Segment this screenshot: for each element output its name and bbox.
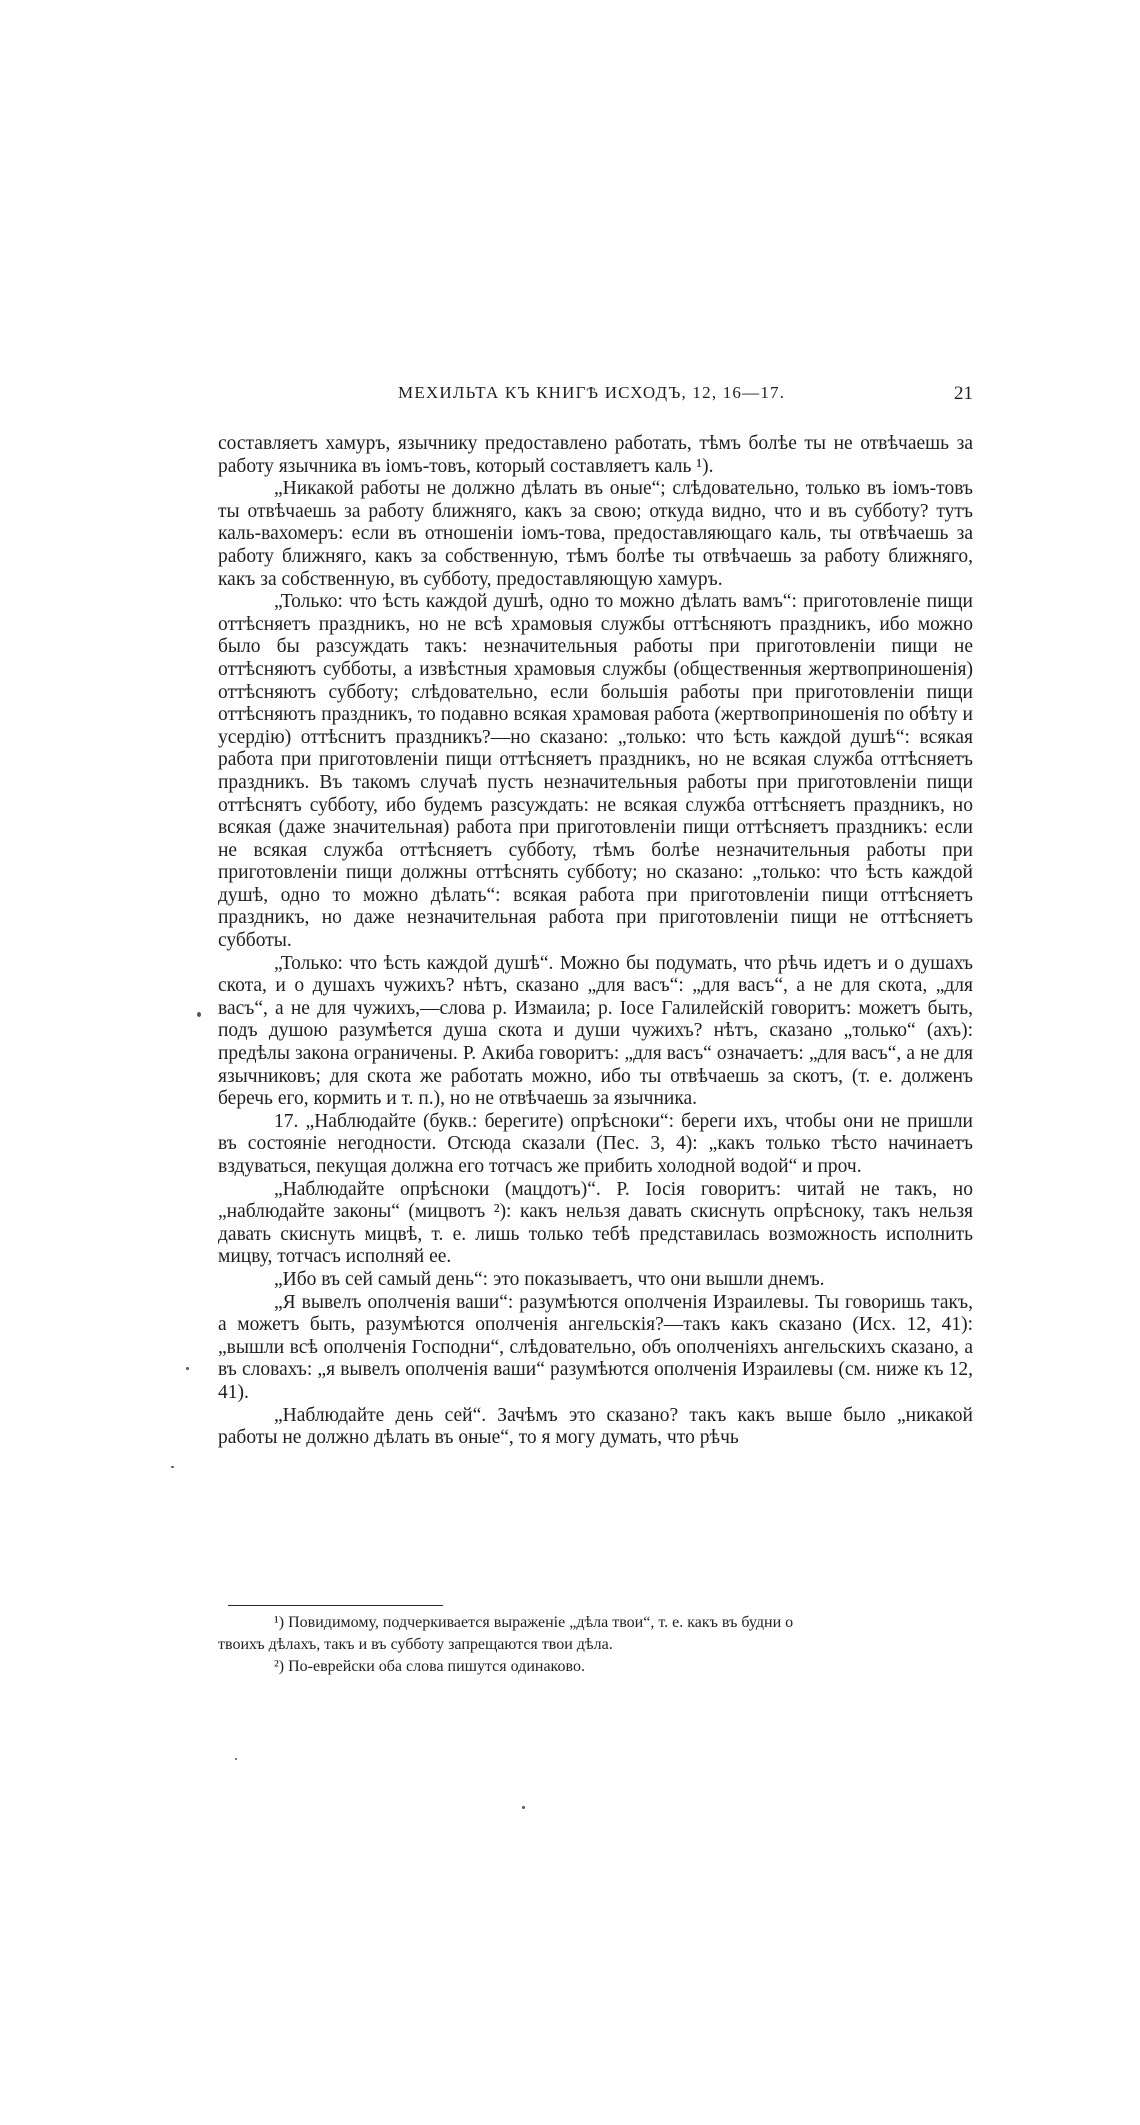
scan-speck <box>186 1367 189 1370</box>
scan-speck <box>235 1758 237 1760</box>
running-title: МЕХИЛЬТА КЪ КНИГѢ ИСХОДЪ, 12, 16—17. <box>398 383 786 402</box>
paragraph: „Только: что ѣсть каждой душѣ“. Можно бы подумать, что рѣчь идетъ и о душахъ скота, и о душахъ чужихъ? нѣтъ, сказано „для васъ“: „для васъ“, а не для скота, „для васъ“, а не для чужихъ,—слова р. Измаила; р. Іосе Галилейскій говоритъ: можетъ быть, подъ душою разумѣется душа скота и души чужихъ? нѣтъ, сказано „только“ (ахъ): предѣлы закона ограничены. Р. Акиба говоритъ: „для васъ“ означаетъ: „для васъ“, а не для язычниковъ; для скота же работать можно, ибо ты отвѣчаешь за скотъ, (т. е. долженъ беречь его, кормить и т. п.), но не отвѣчаешь за язычника. <box>218 952 973 1110</box>
paragraph: „Наблюдайте опрѣсноки (мацдотъ)“. Р. Іосія говоритъ: читай не такъ, но „наблюдайте законы“ (мицвотъ ²): какъ нельзя давать скиснуть опрѣсноку, такъ нельзя давать скиснуть мицвѣ, т. е. лишь только тебѣ представилась возможность исполнить мицву, тотчасъ исполняй ее. <box>218 1178 973 1268</box>
paragraph: „Только: что ѣсть каждой душѣ, одно то можно дѣлать вамъ“: приготовленіе пищи оттѣсняетъ праздникъ, но не всѣ храмовыя службы оттѣсняютъ праздникъ, ибо можно было бы разсуждать такъ: незначительныя работы при приготовленіи пищи не оттѣсняютъ субботы, а извѣстныя храмовыя службы (общественныя жертвоприношенія) оттѣсняютъ субботу; слѣдовательно, если большія работы при приготовленіи пищи оттѣсняютъ праздникъ, то подавно всякая храмовая работа (жертвоприношенія по обѣту и усердію) оттѣснитъ праздникъ?—но сказано: „только: что ѣсть каждой душѣ“: всякая работа при приготовленіи пищи оттѣсняетъ праздникъ, но не всякая служба оттѣсняетъ праздникъ. Въ такомъ случаѣ пусть незначительныя работы при приготовленіи пищи оттѣснятъ субботу, ибо будемъ разсуждать: не всякая служба оттѣсняетъ праздникъ, но всякая (даже значительная) работа при приготовленіи пищи оттѣсняетъ праздникъ: если не всякая служба оттѣсняетъ субботу, тѣмъ болѣе незначительныя работы при приготовленіи пищи должны оттѣснять субботу; но сказано: „только: что ѣсть каждой душѣ, одно то можно дѣлать“: всякая работа при приготовленіи пищи оттѣсняетъ праздникъ, но даже незначительная работа при приготовленіи пищи не оттѣсняетъ субботы. <box>218 591 973 952</box>
footnote: ²) По-еврейски оба слова пишутся одинаково. <box>274 1658 585 1675</box>
paragraph: „Я вывелъ ополченія ваши“: разумѣются ополченія Израилевы. Ты говоришь такъ, а можетъ быть, разумѣются ополченія ангельскія?—такъ какъ сказано (Исх. 12, 41): „вышли всѣ ополченія Господни“, слѣдовательно, объ ополченіяхъ ангельскихъ сказано, а въ словахъ: „я вывелъ ополченія ваши“ разумѣются ополченія Израилевы (см. ниже къ 12, 41). <box>218 1291 973 1403</box>
scan-speck <box>197 1012 201 1017</box>
paragraph: „Никакой работы не должно дѣлать въ оные“; слѣдовательно, только въ іомъ-товъ ты отвѣчаешь за работу ближняго, какъ за свою; откуда видно, что и въ субботу? тутъ каль-вахомеръ: если въ отношеніи іомъ-това, предоставляющаго каль, ты отвѣчаешь за работу ближняго, какъ за собственную, тѣмъ болѣе ты отвѣчаешь за работу ближняго, какъ за собственную, въ субботу, предоставляющую хамуръ. <box>218 478 973 590</box>
body-text <box>218 433 973 1450</box>
footnote-divider <box>228 1605 443 1606</box>
footnote: ¹) Повидимому, подчеркивается выраженіе „дѣла твои“, т. е. какъ въ будни о <box>274 1614 794 1631</box>
paragraph: „Ибо въ сей самый день“: это показываетъ, что они вышли днемъ. <box>274 1268 825 1290</box>
paragraph: „Наблюдайте день сей“. Зачѣмъ это сказано? такъ какъ выше было „никакой работы не должно дѣлать въ оные“, то я могу думать, что рѣчь <box>218 1404 973 1449</box>
scan-speck <box>522 1806 525 1809</box>
page-header <box>218 383 973 409</box>
footnotes <box>218 1612 983 1678</box>
footnote-continuation: твоихъ дѣлахъ, такъ и въ субботу запрещаются твои дѣла. <box>218 1636 613 1653</box>
scan-speck <box>171 1466 174 1468</box>
paragraph: составляетъ хамуръ, язычнику предоставлено работать, тѣмъ болѣе ты не отвѣчаешь за работу язычника въ іомъ-товъ, который составляетъ каль ¹). <box>218 433 973 477</box>
paragraph: 17. „Наблюдайте (букв.: берегите) опрѣсноки“: береги ихъ, чтобы они не пришли въ состояніе негодности. Отсюда сказали (Пес. 3, 4): „какъ только тѣсто начинаетъ вздуваться, пекущая должна его тотчасъ же прибить холодной водой“ и проч. <box>218 1110 973 1177</box>
page-number: 21 <box>954 383 973 404</box>
